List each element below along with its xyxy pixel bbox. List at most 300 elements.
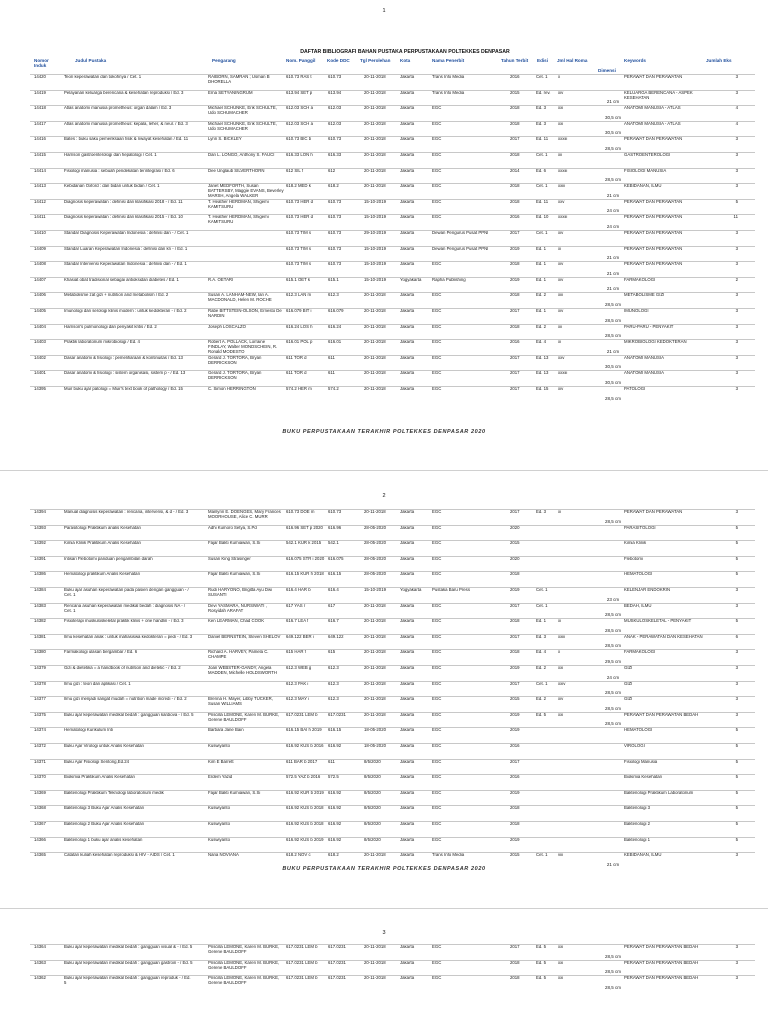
cell-pengarang: Brenna H. Mayer, Libby TUCKER, Susan WILLIAMS xyxy=(208,697,273,707)
cell-ddc: 612.3 xyxy=(328,681,339,686)
cell-ddc: 612.03 xyxy=(328,106,342,111)
cell-pengarang: T. Heather HERDMAN, Shigemi KAMITSURU xyxy=(208,199,269,209)
cell-panggil: 616.01 POL p xyxy=(286,340,313,345)
cell-pengarang xyxy=(208,682,284,697)
cell-tahun: 2020 xyxy=(510,525,520,530)
cell-no-induk: 14418 xyxy=(34,106,46,111)
cell-panggil: 616.7 LEA f xyxy=(286,619,309,624)
header-dimensi: Dimensi xyxy=(598,68,616,73)
cell-keywords: BEDAH, ILMU xyxy=(624,603,652,608)
cell-ddc: 616.079 xyxy=(328,309,344,313)
cell-edisi: Ed. 1 xyxy=(536,277,547,282)
cell-tgl: 8/5/2020 xyxy=(364,822,381,826)
cell-kota: Jakarta xyxy=(400,184,415,189)
cell-tgl: 18-05-2020 xyxy=(364,744,386,748)
cell-edisi: Ed. 3 xyxy=(536,510,547,514)
cell-penerbit: EGC xyxy=(432,603,442,608)
cell-tahun: 2017 xyxy=(510,371,520,376)
cell-keywords: Kimia Klinik xyxy=(624,541,647,546)
cell-tahun: 2018 xyxy=(510,106,520,111)
cell-pengarang: Ken LEARMAN, Chad COOK xyxy=(208,619,265,624)
table-row xyxy=(0,665,768,681)
cell-penerbit: EGC xyxy=(432,121,442,126)
cell-kota: Jakarta xyxy=(400,355,415,360)
cell-judul: Bakteriologi 3 Buku Ajar Analis Kesehatan xyxy=(64,806,145,811)
cell-tahun: 2018 xyxy=(510,153,520,157)
cell-hal xyxy=(558,541,582,556)
cell-tahun: 2018 xyxy=(510,199,520,204)
cell-jumlah: 3 xyxy=(735,75,738,79)
table-row xyxy=(0,292,768,308)
cell-no-induk: 14393 xyxy=(34,525,46,530)
cell-ddc: 610.73 xyxy=(328,137,342,142)
cell-tahun: 2014 xyxy=(510,168,520,173)
cell-kota: Jakarta xyxy=(400,945,415,949)
cell-pengarang: R.A. OETARI xyxy=(208,277,234,282)
cell-keywords: METABOLISME GIZI xyxy=(624,293,665,298)
cell-edisi: Ed. 3 xyxy=(536,106,547,111)
cell-ddc: 618.2 xyxy=(328,184,339,189)
cell-penerbit: EGC xyxy=(432,387,442,391)
cell-pengarang: Michael SCHUNKE, Erik SCHULTE, Udo SCHUMACHER xyxy=(208,106,277,116)
cell-tgl: 20-11-2018 xyxy=(364,137,386,142)
cell-panggil: 616.92 KUR b 2019 xyxy=(286,790,324,795)
table-row xyxy=(0,136,768,152)
cell-pengarang: Marilynn E. DOENGES, Mary Frances MOORHOUSE, Alice C. MURR xyxy=(208,510,281,519)
cell-edisi: Cet. 1 xyxy=(536,853,548,858)
cell-tgl: 8/5/2020 xyxy=(364,806,381,811)
cell-kota: Jakarta xyxy=(400,634,415,639)
cell-hal: xxi xyxy=(558,976,564,981)
cell-edisi: Ed. 1 xyxy=(536,619,547,624)
cell-penerbit: Rapha Publishing xyxy=(432,277,466,282)
cell-keywords: ANATOMI MANUSIA - ATLAS xyxy=(624,106,681,111)
table-row xyxy=(0,370,768,386)
cell-judul: Dasar anatomi & fisiologi : pemeliharaan & kontinuitas / Ed. 13 xyxy=(64,355,183,360)
cell-hal xyxy=(558,588,582,603)
cell-jumlah: 3 xyxy=(735,588,738,592)
cell-no-induk: 14406 xyxy=(34,293,46,298)
cell-edisi: Ed. rev. xyxy=(536,90,551,95)
cell-jumlah: 5 xyxy=(735,619,738,624)
cell-penerbit: Trans Info Media xyxy=(432,853,465,858)
cell-kota: Jakarta xyxy=(400,712,415,717)
cell-keywords: PERAWAT DAN PERAWATAN xyxy=(624,510,683,514)
cell-judul: Pelayanan keluarga berencana & kesehatan reproduksi / Ed. 3 xyxy=(64,90,184,95)
cell-dimensi: 21 cm xyxy=(606,861,620,867)
cell-panggil: 610.73 TIM s xyxy=(286,231,311,235)
document-title: DAFTAR BIBLIOGRAFI BAHAN PUSTAKA PERPUSTAKAAN POLTEKKES DENPASAR xyxy=(300,49,510,55)
cell-hal: xi xyxy=(558,619,562,624)
cell-dimensi: 28,5 cm xyxy=(604,705,621,711)
cell-tgl: 8/5/2020 xyxy=(364,759,381,764)
cell-hal xyxy=(558,572,582,587)
table-row xyxy=(0,696,768,712)
cell-judul: Ilmu kesehatan anak : untuk mahasiswa kedokteran = pedi - / Ed. 3 xyxy=(64,634,193,639)
cell-panggil: 610.73 HER d xyxy=(286,215,313,220)
cell-dimensi: 28,5 cm xyxy=(604,643,621,649)
cell-panggil: 615.1 OET k xyxy=(286,277,311,282)
cell-no-induk: 14411 xyxy=(34,215,46,220)
cell-panggil: 610.73 DOE m xyxy=(286,510,315,514)
page-divider xyxy=(0,470,768,471)
table-row xyxy=(0,525,768,541)
cell-tahun: 2018 xyxy=(510,960,520,965)
cell-kota: Jakarta xyxy=(400,619,415,624)
header-hal: Jml Hal Roma xyxy=(557,58,588,63)
cell-tahun: 2018 xyxy=(510,976,520,981)
header-jumlah: Jumlah Eks xyxy=(706,58,732,63)
table-row xyxy=(0,805,768,821)
cell-keywords: PATOLOGI xyxy=(624,387,646,391)
cell-hal: xxv xyxy=(558,199,565,204)
cell-tahun: 2019 xyxy=(510,666,520,670)
cell-penerbit: EGC xyxy=(432,976,442,981)
cell-penerbit: EGC xyxy=(432,759,442,764)
cell-tgl: 20-11-2018 xyxy=(364,697,386,702)
cell-kota: Jakarta xyxy=(400,650,415,655)
cell-hal: xxi xyxy=(558,712,564,717)
cell-keywords: MUSKULOSKELETAL - PENYAKIT xyxy=(624,619,692,624)
table-row xyxy=(0,759,768,775)
cell-tgl: 15-10-2019 xyxy=(364,215,386,220)
cell-hal: xiv xyxy=(558,90,564,95)
cell-kota: Jakarta xyxy=(400,324,415,329)
cell-no-induk: 14369 xyxy=(34,790,46,795)
cell-kota: Jakarta xyxy=(400,525,415,530)
cell-panggil: 618.2 MED k xyxy=(286,184,311,189)
cell-judul: Muir buku ajar patologi = Muir's text book of pathology / Ed. 15 xyxy=(64,387,183,391)
cell-penerbit: EGC xyxy=(432,681,442,686)
cell-jumlah: 3 xyxy=(735,340,738,345)
cell-jumlah: 4 xyxy=(735,121,738,126)
cell-kota: Jakarta xyxy=(400,666,415,670)
cell-dimensi: 28,5 cm xyxy=(604,984,621,990)
cell-judul: Buku ajar keperawatan medikal bedah : gangguan kardiova - / Ed. 5 xyxy=(64,712,194,717)
cell-edisi: Ed. 3 xyxy=(536,634,547,639)
cell-dimensi: 28,5 cm xyxy=(604,690,621,696)
cell-no-induk: 14420 xyxy=(34,75,46,79)
cell-kota: Jakarta xyxy=(400,199,415,204)
table-row xyxy=(0,618,768,634)
cell-ddc: 616.15 xyxy=(328,728,342,733)
page-number: 3 xyxy=(382,930,386,936)
cell-jumlah: 3 xyxy=(735,712,738,717)
cell-hal: xxxiii xyxy=(558,371,568,376)
cell-tgl: 28-05-2020 xyxy=(364,572,386,577)
cell-edisi: Ed. 4 xyxy=(536,340,547,345)
cell-no-induk: 14413 xyxy=(34,184,46,189)
cell-tahun: 2015 xyxy=(510,853,520,858)
cell-dimensi: 24 cm xyxy=(606,223,620,229)
cell-tgl: 8/5/2020 xyxy=(364,790,381,795)
cell-keywords: PARASITOLOGI xyxy=(624,525,656,530)
header-ddc: Kode DDC xyxy=(327,58,350,63)
cell-jumlah: 5 xyxy=(735,775,738,780)
cell-kota: Jakarta xyxy=(400,90,415,95)
cell-judul: Dasar anatomi & fisiologi : sistem organisasi, sistem p - / Ed. 13 xyxy=(64,371,186,376)
cell-pengarang: Kuswiyanto xyxy=(208,837,230,842)
cell-penerbit: Trans Info Media xyxy=(432,75,465,79)
cell-panggil: 617.0231 LEM b xyxy=(286,945,318,949)
cell-tahun: 2016 xyxy=(510,340,520,345)
table-row xyxy=(0,975,768,991)
cell-penerbit: EGC xyxy=(432,806,442,811)
cell-hal: xiv xyxy=(558,262,564,267)
cell-keywords: VIROLOGI xyxy=(624,744,645,748)
cell-tahun: 2016 xyxy=(510,775,520,780)
cell-ddc: 612.3 xyxy=(328,697,339,702)
cell-jumlah: 3 xyxy=(735,355,738,360)
cell-ddc: 610.73 xyxy=(328,231,342,235)
cell-keywords: GIZI xyxy=(624,697,633,702)
cell-hal: xiv xyxy=(558,231,564,235)
cell-edisi xyxy=(536,838,558,853)
cell-no-induk: 14379 xyxy=(34,666,46,670)
cell-kota: Jakarta xyxy=(400,168,415,173)
page-number: 1 xyxy=(382,8,386,14)
cell-judul: Buku ajar keperawatan medikal bedah : gangguan gastroin - / Ed. 5 xyxy=(64,960,193,965)
cell-tgl: 20-11-2018 xyxy=(364,634,386,639)
cell-edisi xyxy=(536,775,558,790)
cell-penerbit: EGC xyxy=(432,215,442,220)
cell-judul: Ilmu gizi menjadi sangat mudah = nutrition made incredi - / Ed. 2 xyxy=(64,697,187,702)
cell-dimensi: 28,5 cm xyxy=(604,518,621,524)
cell-tahun: 2016 xyxy=(510,215,520,220)
cell-judul: Rencana asuhan keperawatan medikal bedah : diagnosis NA - / Cet. 1 xyxy=(64,603,186,613)
cell-jumlah: 5 xyxy=(735,541,738,546)
cell-dimensi: 24 cm xyxy=(606,674,620,680)
cell-keywords: KEBIDANAN, ILMU xyxy=(624,184,662,189)
cell-ddc: 616.92 xyxy=(328,744,342,748)
cell-edisi xyxy=(536,744,558,759)
cell-hal: xii xyxy=(558,153,563,157)
cell-no-induk: 14366 xyxy=(34,837,46,842)
cell-kota: Jakarta xyxy=(400,215,415,220)
cell-keywords: KELUARGA BERENCANA - ASPEK KESEHATAN xyxy=(624,90,693,100)
cell-panggil: 616.075 STR i 2020 xyxy=(286,556,325,561)
table-row xyxy=(0,324,768,340)
cell-tahun: 2018 xyxy=(510,262,520,267)
cell-kota: Jakarta xyxy=(400,340,415,345)
cell-panggil: 572.5 YAZ b 2016 xyxy=(286,775,321,780)
cell-no-induk: 14382 xyxy=(34,619,46,624)
header-edisi: Edisi xyxy=(537,58,548,63)
cell-kota: Jakarta xyxy=(400,246,415,251)
cell-judul: Atlas anatomi manusia prometheus: organ dalam / Ed. 3 xyxy=(64,106,172,111)
cell-ddc: 617.0231 xyxy=(328,712,346,717)
cell-dimensi: 28,5 cm xyxy=(604,953,621,959)
cell-tahun: 2019 xyxy=(510,728,520,733)
table-row xyxy=(0,74,768,90)
cell-panggil: 617.0231 LEM b xyxy=(286,960,318,965)
cell-tgl: 29-10-2019 xyxy=(364,231,386,235)
cell-dimensi: 28,5 cm xyxy=(604,145,621,151)
cell-hal xyxy=(558,728,582,743)
cell-no-induk: 14409 xyxy=(34,246,46,251)
cell-jumlah: 5 xyxy=(735,572,738,577)
cell-hal: xiii xyxy=(558,293,564,298)
table-row xyxy=(0,121,768,137)
cell-hal xyxy=(558,838,582,853)
cell-no-induk: 14414 xyxy=(34,168,46,173)
cell-tgl: 20-11-2018 xyxy=(364,387,386,391)
cell-dimensi: 28,5 cm xyxy=(604,333,621,339)
cell-jumlah: 3 xyxy=(735,945,738,949)
cell-tahun: 2017 xyxy=(510,355,520,360)
cell-tgl: 15-10-2019 xyxy=(364,246,386,251)
cell-penerbit: EGC xyxy=(432,666,442,670)
cell-pengarang: Dee Unglaub SILVERTHORN xyxy=(208,168,265,173)
cell-jumlah: 2 xyxy=(735,277,738,282)
cell-tgl: 20-11-2018 xyxy=(364,355,386,360)
cell-edisi xyxy=(536,806,558,821)
cell-ddc: 616.92 xyxy=(328,806,342,811)
cell-jumlah: 3 xyxy=(735,650,738,655)
cell-tgl: 20-11-2018 xyxy=(364,309,386,313)
cell-jumlah: 3 xyxy=(735,960,738,965)
cell-judul: Biokimia Praktikum Analis Kesehatan xyxy=(64,775,135,780)
cell-hal: xi xyxy=(558,340,562,345)
cell-edisi: Ed. 2 xyxy=(536,293,547,298)
cell-pengarang: Kim E Barrett xyxy=(208,759,234,764)
cell-panggil: 617.0231 LEM b xyxy=(286,976,318,981)
cell-tahun: 2017 xyxy=(510,309,520,313)
cell-kota: Jakarta xyxy=(400,572,415,577)
cell-kota: Jakarta xyxy=(400,960,415,965)
cell-penerbit: EGC xyxy=(432,822,442,826)
cell-hal: xxi xyxy=(558,960,564,965)
table-row xyxy=(0,837,768,853)
cell-penerbit: EGC xyxy=(432,106,442,111)
cell-kota: Jakarta xyxy=(400,121,415,126)
cell-penerbit: Dewan Pengurus Pusat PPNI xyxy=(432,246,489,251)
cell-judul: Parasitologi Praktikum analis Kesehatan xyxy=(64,525,141,530)
cell-judul: Buku Ajar Fisiologi Sentong,Ed.24 xyxy=(64,759,129,764)
cell-judul: Fisiologi manusia : sebuah pendekatan terintegrasi / Ed. 6 xyxy=(64,168,175,173)
cell-keywords: Biokimia Kesehatan xyxy=(624,775,662,780)
cell-tgl: 20-11-2018 xyxy=(364,853,386,858)
cell-jumlah: 5 xyxy=(735,837,738,842)
cell-pengarang: Rabe BITTSTEIN-OLSON, Ernesto De NARDIN xyxy=(208,309,282,318)
cell-hal xyxy=(558,806,582,821)
cell-tgl: 28-05-2020 xyxy=(364,541,386,546)
cell-dimensi: 21 cm xyxy=(606,286,620,292)
cell-tgl: 20-11-2018 xyxy=(364,168,386,173)
table-row xyxy=(0,246,768,262)
table-row xyxy=(0,727,768,743)
cell-ddc: 616.4 xyxy=(328,588,339,592)
cell-keywords: ANATOMI MANUSIA xyxy=(624,371,664,376)
cell-hal: xxiv xyxy=(558,681,566,686)
cell-edisi: Ed. 13 xyxy=(536,371,549,376)
table-row xyxy=(0,790,768,806)
cell-penerbit: EGC xyxy=(432,510,442,514)
cell-hal: xxi xyxy=(558,666,564,670)
cell-jumlah: 11 xyxy=(733,215,738,220)
cell-panggil: 612.03 SCH a xyxy=(286,106,313,111)
cell-no-induk: 14415 xyxy=(34,153,46,157)
cell-tgl: 20-11-2018 xyxy=(364,960,386,965)
cell-tgl: 28-05-2020 xyxy=(364,556,386,561)
cell-dimensi: 30,5 cm xyxy=(604,114,621,120)
table-row xyxy=(0,634,768,650)
cell-tgl: 15-10-2019 xyxy=(364,199,386,204)
cell-jumlah: 6 xyxy=(735,634,738,639)
header-tahun: Tahun Terbit xyxy=(501,58,529,63)
cell-tgl: 15-10-2019 xyxy=(364,277,386,282)
cell-tahun: 2016 xyxy=(510,744,520,748)
cell-kota: Jakarta xyxy=(400,744,415,748)
cell-pengarang: Janet MEDFORTH, Susan BATTERSBY, Maggie EVANS, Beverley MARSH, Angela WALKER xyxy=(208,184,284,198)
cell-penerbit: EGC xyxy=(432,137,442,142)
cell-hal: xxiii xyxy=(558,634,566,639)
cell-jumlah: 3 xyxy=(735,510,738,514)
cell-hal xyxy=(558,744,582,759)
cell-keywords: ANAK - PERAWATAN DAN KESEHATAN xyxy=(624,634,703,639)
cell-penerbit: EGC xyxy=(432,960,442,965)
cell-tgl: 18-05-2020 xyxy=(364,728,386,733)
cell-ddc: 612 xyxy=(328,168,336,173)
cell-kota: Jakarta xyxy=(400,681,415,686)
cell-tgl: 15-10-2019 xyxy=(364,588,386,592)
cell-jumlah: 5 xyxy=(735,728,738,733)
cell-pengarang: Adhi Kumoro Setya, S.Pd xyxy=(208,525,257,530)
cell-panggil: 612.3 WEB g xyxy=(286,666,312,670)
cell-no-induk: 14377 xyxy=(34,697,46,702)
cell-edisi xyxy=(536,822,558,837)
cell-keywords: GASTROENTEROLOGI xyxy=(624,153,671,157)
cell-no-induk: 14375 xyxy=(34,712,46,717)
cell-no-induk: 14394 xyxy=(34,510,46,514)
cell-kota: Jakarta xyxy=(400,837,415,842)
cell-tgl: 20-11-2018 xyxy=(364,666,386,670)
header-pengarang: Pengarang xyxy=(212,58,236,63)
cell-no-induk: 14362 xyxy=(34,976,46,981)
cell-keywords: HEMATOLOGI xyxy=(624,728,653,733)
cell-kota: Jakarta xyxy=(400,603,415,608)
cell-panggil: 616.92 KUS b 2018 xyxy=(286,822,324,826)
cell-tgl: 20-11-2018 xyxy=(364,75,386,79)
cell-jumlah: 3 xyxy=(735,262,738,267)
cell-judul: Buku Ajar Virologi untuk Analis Kesehatan xyxy=(64,744,144,748)
cell-pengarang: T. Heather HERDMAN, Shigemi KAMITSURU xyxy=(208,215,269,225)
cell-dimensi: 30,5 cm xyxy=(604,364,621,370)
cell-pengarang: RAIBORN, SAMRAN ; Usman B DHORELLA xyxy=(208,75,270,84)
cell-panggil: 616.96 SET p 2020 xyxy=(286,525,323,530)
cell-tgl: 20-11-2018 xyxy=(364,510,386,514)
cell-ddc: 613.94 xyxy=(328,90,342,95)
cell-edisi xyxy=(536,760,558,775)
cell-judul: Standar Luaran Keperawatan Indonesia : definisi dan kri - / Ed. 1 xyxy=(64,246,188,251)
cell-judul: Buku ajar keperawatan medikal bedah : gangguan visual & - / Ed. 5 xyxy=(64,945,193,949)
cell-tgl: 20-11-2018 xyxy=(364,650,386,655)
table-row xyxy=(0,681,768,697)
table-row xyxy=(0,821,768,837)
cell-tgl: 20-11-2018 xyxy=(364,619,386,624)
cell-kota: Jakarta xyxy=(400,387,415,391)
cell-keywords: PERAWAT DAN PERAWATAN BEDAH xyxy=(624,945,699,949)
cell-judul: Metabolisme zat gizi + nutrition and metabolism / Ed. 2 xyxy=(64,293,169,298)
cell-edisi: Ed. 5 xyxy=(536,976,547,981)
table-row xyxy=(0,944,768,960)
cell-no-induk: 14395 xyxy=(34,387,46,391)
cell-jumlah: 3 xyxy=(735,976,738,981)
cell-panggil: 611 TOR d xyxy=(286,371,307,376)
cell-hal: xxv xyxy=(558,355,565,360)
cell-jumlah: 3 xyxy=(735,697,738,702)
cell-penerbit: EGC xyxy=(432,371,442,376)
